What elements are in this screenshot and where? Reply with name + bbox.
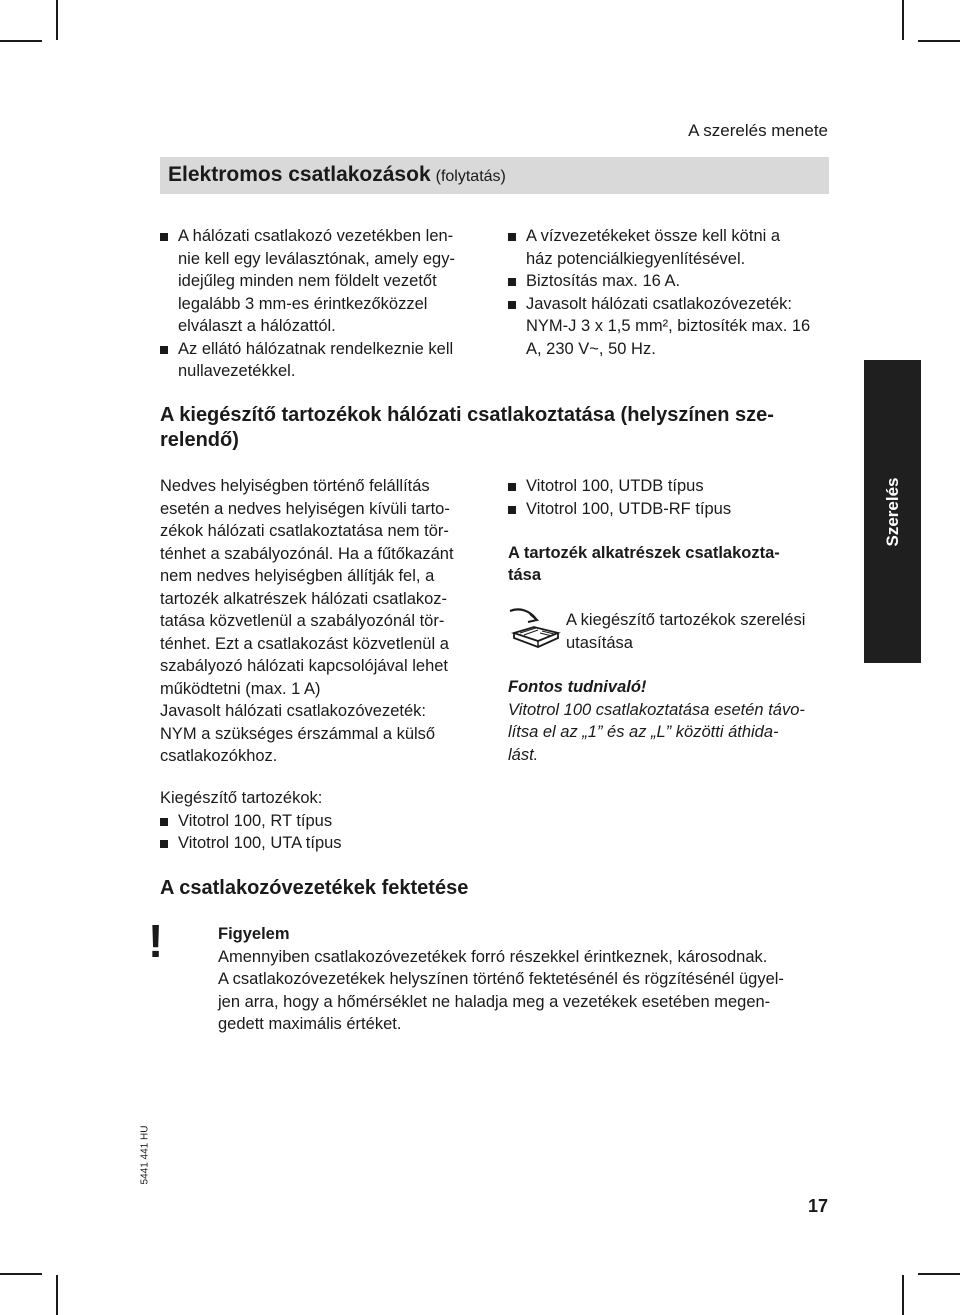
- text-line: A, 230 V~, 50 Hz.: [526, 339, 656, 358]
- subheading-line: tása: [508, 566, 542, 584]
- bullet-item: Vitotrol 100, UTDB-RF típus: [508, 498, 848, 521]
- heading-line: relendő): [160, 428, 239, 451]
- bullet-item: Vitotrol 100, RT típus: [160, 810, 500, 833]
- body-right-column: [508, 475, 848, 520]
- section-side-tab: [864, 360, 921, 663]
- text-line: működtetni (max. 1 A): [160, 679, 321, 698]
- bullet-item: Vitotrol 100, UTA típus: [160, 832, 500, 855]
- reference-text: [566, 609, 846, 654]
- text-line: tatása közvetlenül a szabályozónál tör-: [160, 612, 445, 630]
- text-line: A hálózati csatlakozó vezetékben len-: [178, 227, 454, 245]
- side-tab-label: Szerelés: [882, 477, 902, 546]
- note-line: lítsa el az „1” és az „L” közötti áthida-: [508, 723, 779, 741]
- document-number: 5441 441 HU: [139, 1125, 151, 1185]
- crop-mark: [56, 1275, 58, 1315]
- text-line: ház potenciálkiegyenlítésével.: [526, 249, 746, 268]
- bullet-item: [508, 293, 848, 361]
- text-line: elválaszt a hálózattól.: [178, 317, 336, 335]
- section-heading: [160, 403, 840, 452]
- accessories-list: [160, 787, 500, 855]
- text-line: legalább 3 mm-es érintkezőközzel: [178, 294, 428, 313]
- warning-line: A csatlakozóvezetékek helyszínen történő fektetésénél és rögzítésénél ügyel-: [218, 970, 784, 988]
- note-title: Fontos tudnivaló!: [508, 678, 647, 696]
- warning-block: [218, 923, 858, 1036]
- crop-mark: [902, 1275, 904, 1315]
- warning-line: Amennyiben csatlakozóvezetékek forró részekkel érintkeznek, károsodnak.: [218, 947, 768, 966]
- text-line: tartozék alkatrészek hálózati csatlakoz-: [160, 589, 448, 608]
- text-line: esetén a nedves helyiségen kívüli tarto-: [160, 499, 450, 518]
- text-line: nem nedves helyiségben állítják fel, a: [160, 567, 435, 585]
- text-line: csatlakozókhoz.: [160, 747, 278, 765]
- text-line: Az ellátó hálózatnak rendelkeznie kell: [178, 339, 454, 358]
- bullet-item: Vitotrol 100, UTDB típus: [508, 475, 848, 498]
- text-line: zékok hálózati csatlakoztatása nem tör-: [160, 522, 449, 540]
- text-line: nie kell egy leválasztónak, amely egy-: [178, 249, 455, 268]
- warning-icon: !: [148, 915, 164, 967]
- crop-mark: [0, 1273, 42, 1275]
- subheading: [508, 542, 838, 586]
- text-line: Biztosítás max. 16 A.: [526, 272, 681, 290]
- text-line: szabályozó hálózati kapcsolójával lehet: [160, 657, 449, 675]
- crop-mark: [56, 0, 58, 40]
- warning-line: jen arra, hogy a hőmérséklet ne haladja meg a vezetékek esetében megen-: [218, 992, 771, 1011]
- top-left-column: [160, 225, 490, 383]
- body-left-paragraph: [160, 475, 500, 768]
- text-line: NYM a szükséges érszámmal a külső: [160, 724, 436, 743]
- text-line: nullavezetékkel.: [178, 362, 296, 380]
- text-line: Javasolt hálózati csatlakozóvezeték:: [526, 294, 792, 313]
- top-right-column: [508, 225, 848, 360]
- text-line: NYM-J 3 x 1,5 mm², biztosíték max. 16: [526, 317, 811, 335]
- banner-title-text: Elektromos csatlakozások: [168, 163, 431, 186]
- accessories-label: Kiegészítő tartozékok:: [160, 789, 323, 807]
- text-line: A vízvezetékeket össze kell kötni a: [526, 227, 781, 245]
- bullet-item: [160, 338, 490, 383]
- crop-mark: [0, 40, 42, 42]
- banner-suffix: (folytatás): [435, 168, 506, 185]
- running-header: A szerelés menete: [688, 121, 828, 140]
- section-banner: [160, 157, 829, 194]
- important-note: [508, 676, 848, 766]
- manual-book-icon: [506, 605, 562, 651]
- crop-mark: [902, 0, 904, 40]
- manual-book-icon-graphic: [506, 605, 562, 651]
- crop-mark: [918, 1273, 960, 1275]
- bullet-item: [160, 225, 490, 338]
- bullet-item: [508, 270, 848, 293]
- text-line: A kiegészítő tartozékok szerelési: [566, 611, 806, 629]
- text-line: idejűleg minden nem földelt vezetőt: [178, 272, 437, 290]
- subheading-line: A tartozék alkatrészek csatlakozta-: [508, 544, 780, 562]
- warning-title: Figyelem: [218, 925, 290, 943]
- note-line: Vitotrol 100 csatlakoztatása esetén távo-: [508, 700, 805, 719]
- text-line: Javasolt hálózati csatlakozóvezeték:: [160, 702, 426, 720]
- text-line: ténhet a szabályozónál. Ha a fűtőkazánt: [160, 544, 454, 563]
- page-number: 17: [807, 1196, 828, 1216]
- heading-line: A kiegészítő tartozékok hálózati csatlakoztatása (helyszínen sze-: [160, 404, 774, 426]
- text-line: ténhet. Ezt a csatlakozást közvetlenül a: [160, 634, 449, 653]
- note-line: lást.: [508, 745, 539, 764]
- text-line: utasítása: [566, 633, 633, 652]
- banner-title: [168, 163, 506, 187]
- warning-line: gedett maximális értéket.: [218, 1015, 402, 1033]
- text-line: Nedves helyiségben történő felállítás: [160, 477, 430, 495]
- crop-mark: [918, 40, 960, 42]
- bullet-item: [508, 225, 848, 270]
- section-heading: A csatlakozóvezetékek fektetése: [160, 877, 469, 899]
